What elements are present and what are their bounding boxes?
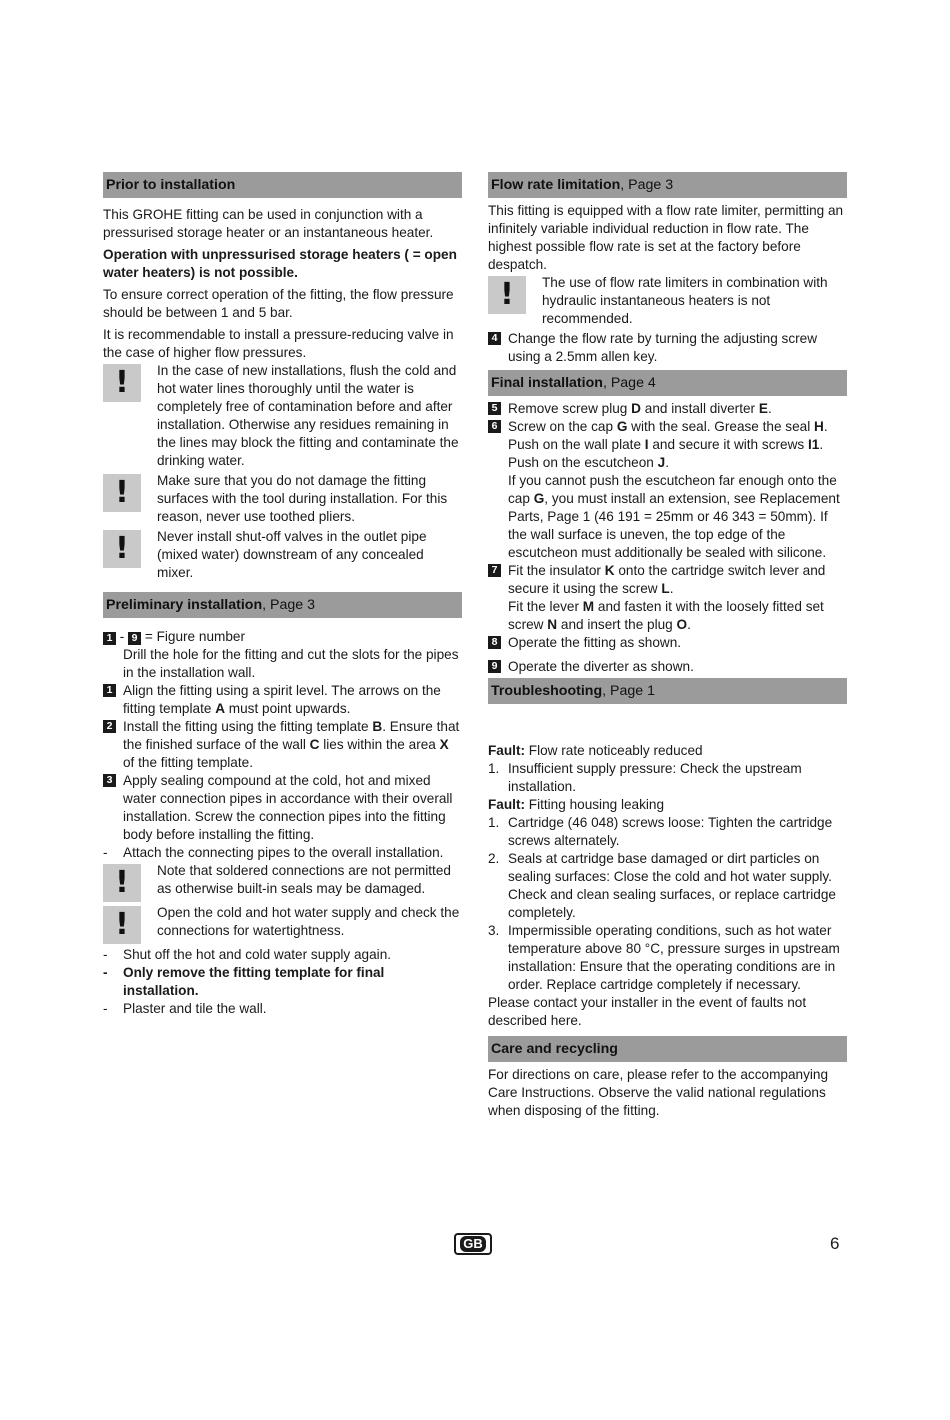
- fault-line: Fault: Fitting housing leaking: [488, 797, 665, 812]
- warning-icon: !: [103, 530, 141, 568]
- warning-icon: !: [103, 864, 141, 902]
- warning-icon: !: [103, 364, 141, 402]
- paragraph: It is recommendable to install a pressure-reducing valve in the case of higher flow pressures.: [103, 327, 454, 360]
- list-item: - Shut off the hot and cold water supply again.: [103, 947, 392, 962]
- step-5: 5 Remove screw plug D and install diverter E.: [488, 400, 847, 418]
- warning-icon: !: [103, 474, 141, 512]
- step-9: 9 Operate the diverter as shown.: [488, 658, 847, 676]
- fault-line: Fault: Flow rate noticeably reduced: [488, 743, 703, 758]
- step-number-badge: 2: [103, 720, 116, 733]
- step-number-badge: 9: [488, 660, 501, 673]
- step-7: 7 Fit the insulator K onto the cartridge switch lever and secure it using the screw L. Fit the lever M and fasten it with the loosely fitted set screw N and insert the plug O.: [488, 562, 847, 634]
- step-number-badge: 9: [128, 632, 141, 645]
- language-badge: GB: [454, 1233, 492, 1255]
- step-number-badge: 3: [103, 774, 116, 787]
- warning-note: ! Open the cold and hot water supply and check the connections for watertightness.: [103, 904, 462, 944]
- list-item: 3. Impermissible operating conditions, such as hot water temperature above 80 °C, pressure surges in upstream installation: Ensure that the operating conditions are in order. Replace cartridge completely if necessary.: [488, 923, 840, 992]
- warning-note: ! Make sure that you do not damage the fitting surfaces with the tool during installation. For this reason, never use toothed pliers.: [103, 472, 462, 526]
- paragraph: This GROHE fitting can be used in conjunction with a pressurised storage heater or an instantaneous heater.: [103, 207, 434, 240]
- paragraph: To ensure correct operation of the fitting, the flow pressure should be between 1 and 5 bar.: [103, 287, 454, 320]
- right-column: [488, 172, 847, 1124]
- section-heading-care: Care and recycling: [488, 1036, 847, 1062]
- step-number-badge: 1: [103, 684, 116, 697]
- step-number-badge: 5: [488, 402, 501, 415]
- step-4: 4 Change the flow rate by turning the adjusting screw using a 2.5mm allen key.: [488, 330, 847, 366]
- step-number-badge: 4: [488, 332, 501, 345]
- section-heading-prior: Prior to installation: [103, 172, 462, 198]
- section-heading-flow-rate: Flow rate limitation, Page 3: [488, 172, 847, 198]
- section-heading-preliminary: Preliminary installation, Page 3: [103, 592, 462, 618]
- warning-icon: !: [103, 906, 141, 944]
- step-3: 3 Apply sealing compound at the cold, hot and mixed water connection pipes in accordance with their overall installation. Screw the connection pipes into the fitting body before installing the fitting.: [103, 772, 462, 844]
- step-6: 6 Screw on the cap G with the seal. Grease the seal H. Push on the wall plate I and secure it with screws I1. Push on the escutcheon J. If you cannot push the escutcheon far enough onto the cap G, you must install an extension, see Replacement Parts, Page 1 (46 191 = 25mm or 46 343 = 50mm). If the wall surface is uneven, the top edge of the escutcheon must additionally be sealed with silicone.: [488, 418, 847, 562]
- list-item: - Attach the connecting pipes to the overall installation.: [103, 845, 444, 860]
- step-number-badge: 1: [103, 632, 116, 645]
- list-item: 2. Seals at cartridge base damaged or dirt particles on sealing surfaces: Close the cold and hot water supply. Check and clean sealing surfaces, or replace cartridge completely.: [488, 851, 836, 920]
- warning-icon: !: [488, 276, 526, 314]
- warning-note: ! The use of flow rate limiters in combination with hydraulic instantaneous heaters is not recommended.: [488, 274, 847, 328]
- step-1: 1 Align the fitting using a spirit level. The arrows on the fitting template A must point upwards.: [103, 682, 462, 718]
- step-2: 2 Install the fitting using the fitting template B. Ensure that the finished surface of the wall C lies within the area X of the fitting template.: [103, 718, 462, 772]
- paragraph-bold: Operation with unpressurised storage heaters ( = open water heaters) is not possible.: [103, 247, 457, 280]
- warning-note: ! Never install shut-off valves in the outlet pipe (mixed water) downstream of any concealed mixer.: [103, 528, 462, 582]
- step-8: 8 Operate the fitting as shown.: [488, 634, 847, 652]
- step-number-badge: 8: [488, 636, 501, 649]
- list-item: 1. Insufficient supply pressure: Check the upstream installation.: [488, 761, 802, 794]
- paragraph: For directions on care, please refer to the accompanying Care Instructions. Observe the valid national regulations when disposing of the fitting.: [488, 1067, 829, 1118]
- figure-number-note: 1 - 9 = Figure number: [103, 628, 462, 646]
- paragraph: Drill the hole for the fitting and cut the slots for the pipes in the installation wall.: [123, 647, 459, 680]
- list-item: - Only remove the fitting template for final installation.: [103, 965, 385, 998]
- section-heading-troubleshooting: Troubleshooting, Page 1: [488, 678, 847, 704]
- paragraph: This fitting is equipped with a flow rate limiter, permitting an infinitely variable individual reduction in flow rate. The highest possible flow rate is set at the factory before despatch.: [488, 203, 844, 272]
- list-item: - Plaster and tile the wall.: [103, 1001, 267, 1016]
- section-heading-final: Final installation, Page 4: [488, 370, 847, 396]
- warning-note: ! In the case of new installations, flush the cold and hot water lines thoroughly until the water is completely free of contamination before and after installation. Otherwise any residues remaining in the lines may block the fitting and contaminate the drinking water.: [103, 362, 462, 470]
- warning-note: ! Note that soldered connections are not permitted as otherwise built-in seals may be damaged.: [103, 862, 462, 902]
- paragraph: Please contact your installer in the event of faults not described here.: [488, 995, 807, 1028]
- list-item: 1. Cartridge (46 048) screws loose: Tighten the cartridge screws alternately.: [488, 815, 833, 848]
- left-column: [103, 172, 462, 1018]
- page-number: 6: [830, 1234, 840, 1253]
- step-number-badge: 6: [488, 420, 501, 433]
- step-number-badge: 7: [488, 564, 501, 577]
